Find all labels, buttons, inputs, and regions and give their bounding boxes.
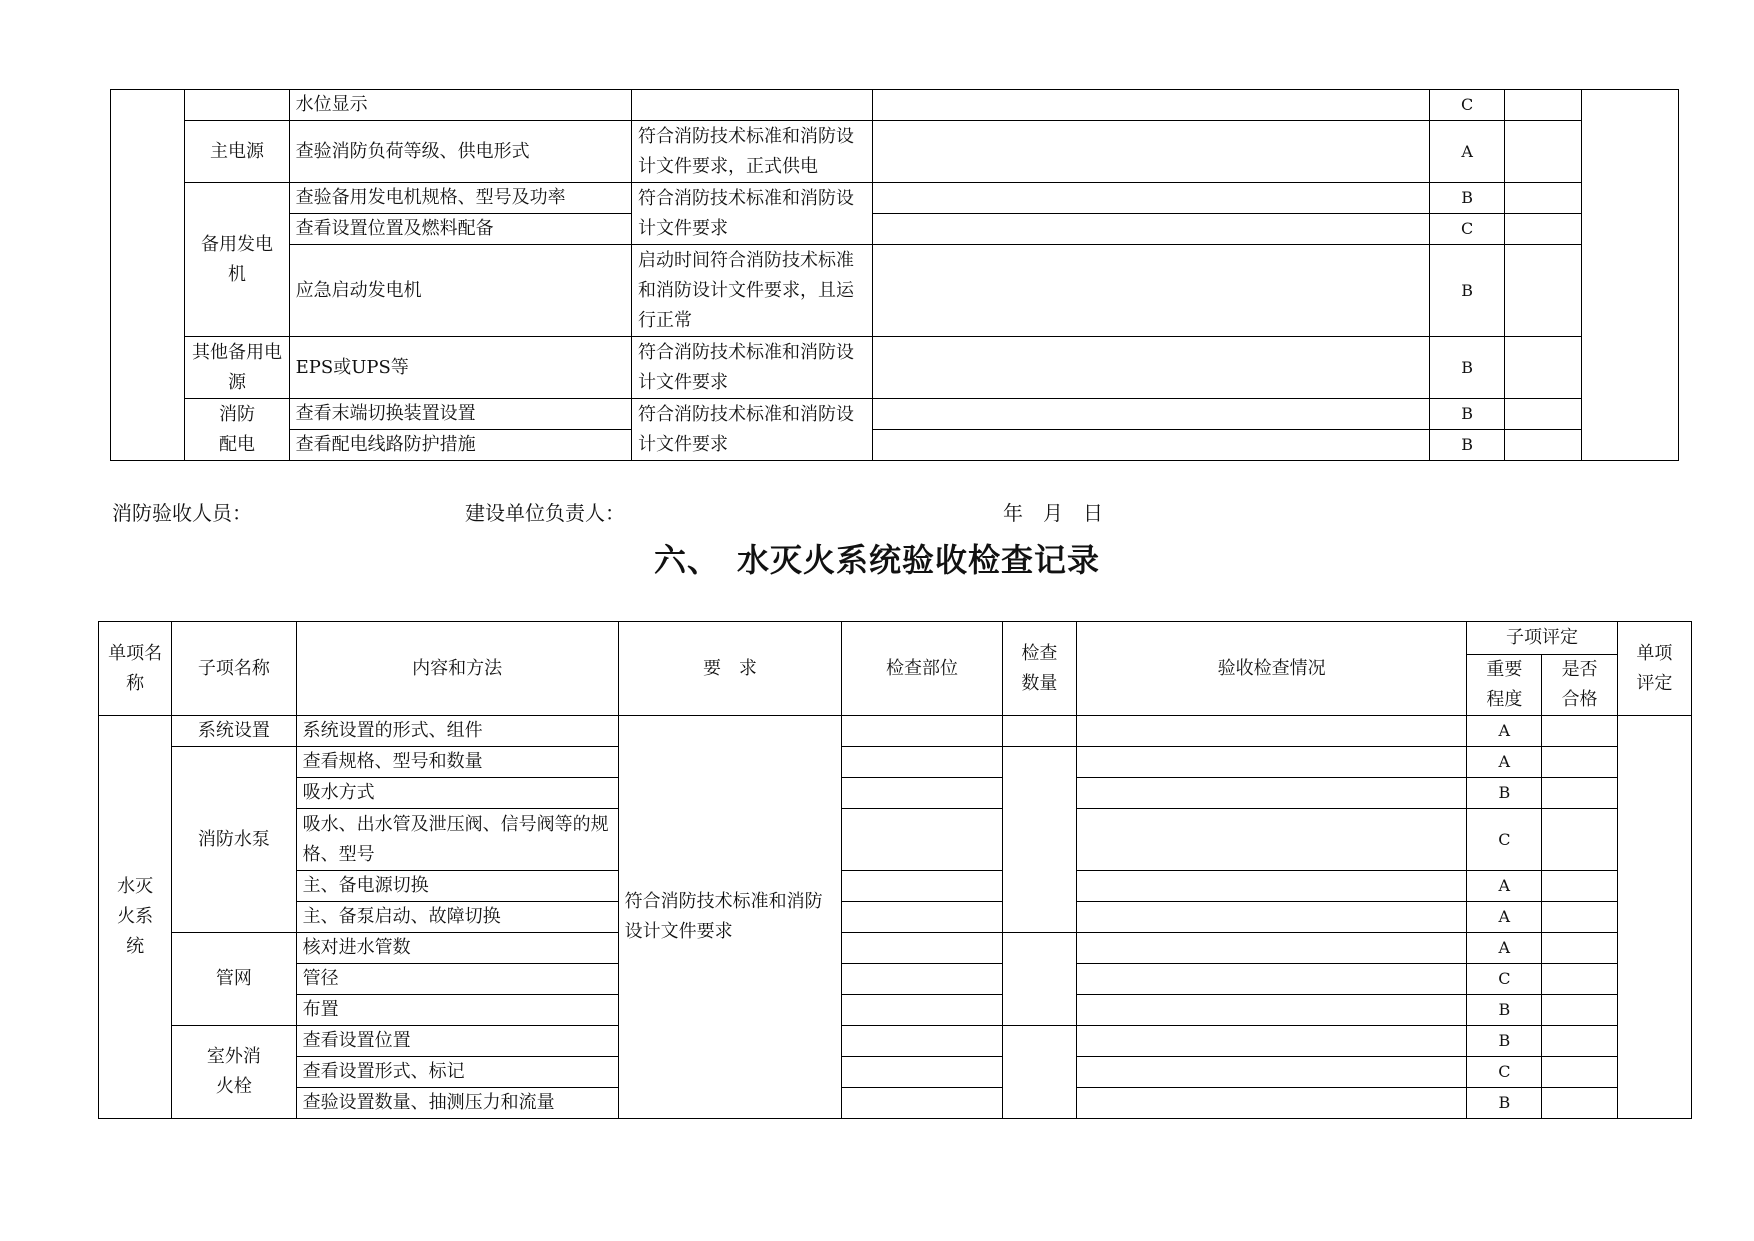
- header-content: 内容和方法: [296, 622, 618, 716]
- pass-cell: [1542, 1057, 1617, 1088]
- table-row: [99, 809, 1692, 871]
- situation-cell: [1077, 933, 1467, 964]
- sub-name-cell: 消防配电: [185, 399, 289, 461]
- pass-cell: [1505, 183, 1581, 214]
- table-row: [111, 245, 1679, 337]
- situation-cell: [1077, 1057, 1467, 1088]
- situation-cell: [1077, 809, 1467, 871]
- table-row: [99, 995, 1692, 1026]
- table-row: [99, 1026, 1692, 1057]
- requirement-cell: 启动时间符合消防技术标准和消防设计文件要求，且运行正常: [631, 245, 872, 337]
- situation-cell: [872, 183, 1429, 214]
- situation-cell: [1077, 778, 1467, 809]
- situation-cell: [872, 245, 1429, 337]
- pass-cell: [1542, 871, 1617, 902]
- content-cell: 查看配电线路防护措施: [289, 430, 631, 461]
- importance-cell: A: [1467, 716, 1542, 747]
- sub-name-cell: 消防水泵: [172, 747, 296, 933]
- content-cell: 查看设置位置: [296, 1026, 618, 1057]
- pass-cell: [1505, 430, 1581, 461]
- requirement-cell: 符合消防技术标准和消防设计文件要求，正式供电: [631, 121, 872, 183]
- sub-name-cell: 室外消火栓: [172, 1026, 296, 1119]
- content-cell: 查验设置数量、抽测压力和流量: [296, 1088, 618, 1119]
- table-row: [111, 430, 1679, 461]
- pass-cell: [1542, 778, 1617, 809]
- table-row: [111, 214, 1679, 245]
- importance-cell: B: [1467, 1088, 1542, 1119]
- importance-cell: C: [1467, 1057, 1542, 1088]
- importance-cell: A: [1467, 902, 1542, 933]
- requirement-cell: 符合消防技术标准和消防设计文件要求: [618, 716, 842, 1119]
- item-name-cell: [111, 90, 185, 461]
- content-cell: 吸水、出水管及泄压阀、信号阀等的规格、型号: [296, 809, 618, 871]
- importance-cell: A: [1430, 121, 1505, 183]
- sub-name-cell: 其他备用电源: [185, 337, 289, 399]
- table-row: [111, 121, 1679, 183]
- quantity-cell: [1002, 933, 1076, 1026]
- importance-cell: B: [1430, 183, 1505, 214]
- location-cell: [842, 747, 1003, 778]
- importance-cell: B: [1467, 778, 1542, 809]
- content-cell: 核对进水管数: [296, 933, 618, 964]
- content-cell: 查看设置形式、标记: [296, 1057, 618, 1088]
- table-row: [99, 1057, 1692, 1088]
- importance-cell: C: [1467, 809, 1542, 871]
- importance-cell: B: [1467, 995, 1542, 1026]
- location-cell: [842, 871, 1003, 902]
- importance-cell: C: [1430, 214, 1505, 245]
- pass-cell: [1542, 747, 1617, 778]
- content-cell: 查看设置位置及燃料配备: [289, 214, 631, 245]
- pass-cell: [1542, 964, 1617, 995]
- quantity-cell: [1002, 1026, 1076, 1119]
- table-row: [99, 1088, 1692, 1119]
- location-cell: [842, 964, 1003, 995]
- location-cell: [842, 1057, 1003, 1088]
- table-row: [111, 399, 1679, 430]
- location-cell: [842, 902, 1003, 933]
- table-row: [99, 747, 1692, 778]
- content-cell: 管径: [296, 964, 618, 995]
- table-row: [99, 871, 1692, 902]
- location-cell: [842, 1088, 1003, 1119]
- content-cell: 查看末端切换装置设置: [289, 399, 631, 430]
- item-eval-cell: [1581, 90, 1678, 461]
- content-cell: 系统设置的形式、组件: [296, 716, 618, 747]
- requirement-cell: 符合消防技术标准和消防设计文件要求: [631, 337, 872, 399]
- location-cell: [842, 995, 1003, 1026]
- header-row: [99, 622, 1692, 655]
- location-cell: [842, 933, 1003, 964]
- item-eval-cell: [1617, 716, 1691, 1119]
- pass-cell: [1505, 245, 1581, 337]
- pass-cell: [1505, 121, 1581, 183]
- situation-cell: [872, 399, 1429, 430]
- importance-cell: B: [1430, 430, 1505, 461]
- header-quantity: 检查数量: [1002, 622, 1076, 716]
- quantity-cell: [1002, 716, 1076, 747]
- pass-cell: [1542, 995, 1617, 1026]
- location-cell: [842, 716, 1003, 747]
- header-item-name: 单项名称: [99, 622, 172, 716]
- requirement-cell: 符合消防技术标准和消防设计文件要求: [631, 183, 872, 245]
- location-cell: [842, 1026, 1003, 1057]
- content-cell: 查验备用发电机规格、型号及功率: [289, 183, 631, 214]
- pass-cell: [1542, 933, 1617, 964]
- importance-cell: A: [1467, 747, 1542, 778]
- sub-name-cell: 系统设置: [172, 716, 296, 747]
- pass-cell: [1542, 716, 1617, 747]
- signature-date: 年 月 日: [1003, 501, 1103, 525]
- table-row: [99, 716, 1692, 747]
- situation-cell: [1077, 747, 1467, 778]
- table-row: [111, 90, 1679, 121]
- situation-cell: [872, 121, 1429, 183]
- importance-cell: B: [1430, 337, 1505, 399]
- pass-cell: [1542, 902, 1617, 933]
- situation-cell: [1077, 1088, 1467, 1119]
- header-item-eval: 单项评定: [1617, 622, 1691, 716]
- situation-cell: [1077, 902, 1467, 933]
- inspector-signature-label: 消防验收人员：: [112, 501, 252, 525]
- content-cell: 应急启动发电机: [289, 245, 631, 337]
- importance-cell: C: [1430, 90, 1505, 121]
- water-system-table: [98, 621, 1692, 1119]
- header-location: 检查部位: [842, 622, 1003, 716]
- pass-cell: [1542, 1088, 1617, 1119]
- situation-cell: [872, 337, 1429, 399]
- situation-cell: [872, 430, 1429, 461]
- importance-cell: A: [1467, 871, 1542, 902]
- content-cell: 水位显示: [289, 90, 631, 121]
- content-cell: 布置: [296, 995, 618, 1026]
- quantity-cell: [1002, 747, 1076, 933]
- situation-cell: [1077, 995, 1467, 1026]
- pass-cell: [1505, 214, 1581, 245]
- section-title: 六、 水灭火系统验收检查记录: [653, 541, 1100, 579]
- sub-name-cell: 备用发电机: [185, 183, 289, 337]
- table-row: [99, 964, 1692, 995]
- pass-cell: [1542, 809, 1617, 871]
- pass-cell: [1505, 90, 1581, 121]
- header-pass: 是否合格: [1542, 655, 1617, 716]
- builder-signature-label: 建设单位负责人：: [465, 501, 625, 525]
- location-cell: [842, 778, 1003, 809]
- system-name-cell: 水灭火系统: [99, 716, 172, 1119]
- situation-cell: [872, 90, 1429, 121]
- importance-cell: B: [1430, 399, 1505, 430]
- situation-cell: [1077, 716, 1467, 747]
- table-row: [99, 933, 1692, 964]
- header-situation: 验收检查情况: [1077, 622, 1467, 716]
- pass-cell: [1505, 399, 1581, 430]
- importance-cell: B: [1430, 245, 1505, 337]
- situation-cell: [872, 214, 1429, 245]
- situation-cell: [1077, 1026, 1467, 1057]
- table-row: [111, 183, 1679, 214]
- content-cell: 主、备电源切换: [296, 871, 618, 902]
- situation-cell: [1077, 871, 1467, 902]
- requirement-cell: 符合消防技术标准和消防设计文件要求: [631, 399, 872, 461]
- content-cell: 吸水方式: [296, 778, 618, 809]
- requirement-cell: [631, 90, 872, 121]
- pass-cell: [1542, 1026, 1617, 1057]
- sub-name-cell: [185, 90, 289, 121]
- importance-cell: B: [1467, 1026, 1542, 1057]
- header-sub-name: 子项名称: [172, 622, 296, 716]
- table-row: [99, 902, 1692, 933]
- header-importance: 重要程度: [1467, 655, 1542, 716]
- importance-cell: C: [1467, 964, 1542, 995]
- sub-name-cell: 管网: [172, 933, 296, 1026]
- location-cell: [842, 809, 1003, 871]
- header-sub-eval: 子项评定: [1467, 622, 1617, 655]
- sub-name-cell: 主电源: [185, 121, 289, 183]
- content-cell: 查验消防负荷等级、供电形式: [289, 121, 631, 183]
- pass-cell: [1505, 337, 1581, 399]
- content-cell: 主、备泵启动、故障切换: [296, 902, 618, 933]
- content-cell: 查看规格、型号和数量: [296, 747, 618, 778]
- content-cell: EPS或UPS等: [289, 337, 631, 399]
- situation-cell: [1077, 964, 1467, 995]
- importance-cell: A: [1467, 933, 1542, 964]
- header-requirement: 要 求: [618, 622, 842, 716]
- table-row: [111, 337, 1679, 399]
- power-supply-table: [110, 89, 1679, 461]
- table-row: [99, 778, 1692, 809]
